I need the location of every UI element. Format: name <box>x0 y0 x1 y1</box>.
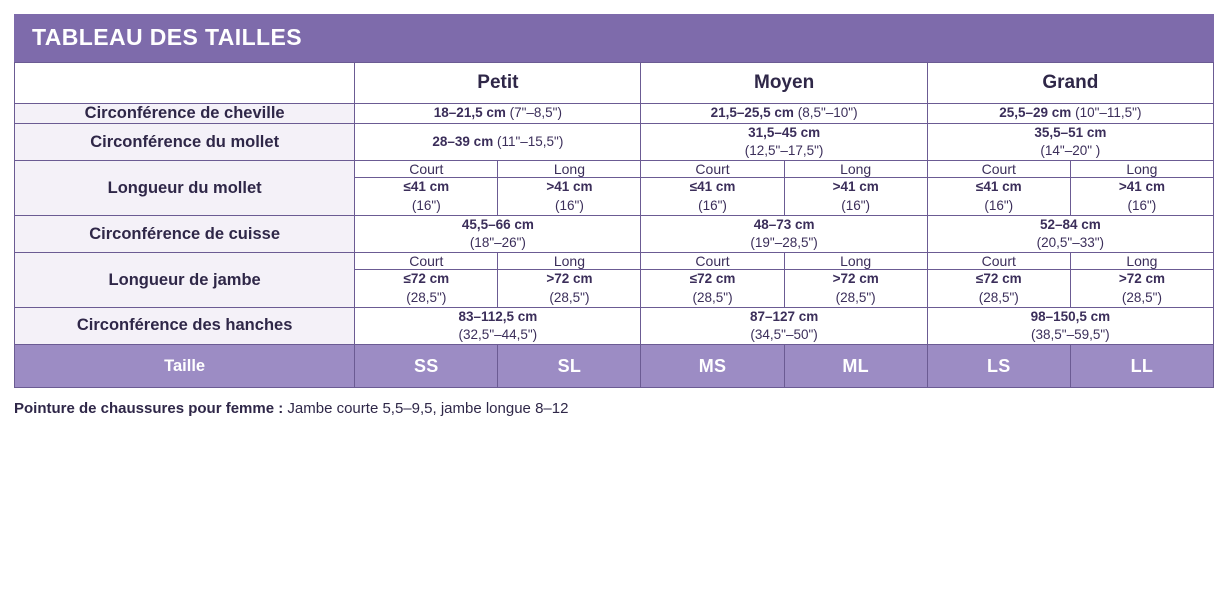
size-value-ss: SS <box>355 345 498 388</box>
cell-value-inches: (28,5") <box>835 289 876 305</box>
cell-value: 52–84 cm <box>1039 216 1101 232</box>
column-header-row <box>15 63 1214 104</box>
cell-leg-length-6 <box>1070 270 1213 307</box>
cell-value-inches: (14"–20" ) <box>1040 143 1101 159</box>
cell-value: 45,5–66 cm <box>461 216 534 232</box>
cell-value-inches: (16") <box>411 197 441 213</box>
cell-leg-length-5 <box>927 270 1070 307</box>
cell-value-inches: (16") <box>841 197 871 213</box>
size-row <box>15 345 1214 388</box>
column-header-grand: Grand <box>927 63 1213 104</box>
table-row <box>15 124 1214 161</box>
subcolumn-header-court-grand-leg: Court <box>927 253 1070 270</box>
footnote-lead: Pointure de chaussures pour femme : <box>14 400 284 418</box>
cell-value-inches: (28,5") <box>406 289 447 305</box>
cell-value: ≤72 cm <box>975 271 1022 287</box>
cell-value-inches: (16") <box>984 197 1014 213</box>
cell-value: >72 cm <box>832 271 879 287</box>
cell-value-inches: (20,5"–33") <box>1036 235 1105 251</box>
cell-leg-length-1 <box>355 270 498 307</box>
row-label-calf-circumference: Circonférence du mollet <box>15 124 355 161</box>
page-title: TABLEAU DES TAILLES <box>14 14 1214 62</box>
cell-value: >41 cm <box>832 179 879 195</box>
cell-value: 98–150,5 cm <box>1030 308 1111 324</box>
cell-value: 18–21,5 cm <box>433 105 506 121</box>
cell-value-inches: (12,5"–17,5") <box>744 143 824 159</box>
subcolumn-header-court-moyen: Court <box>641 161 784 178</box>
row-label-hip-circumference: Circonférence des hanches <box>15 307 355 344</box>
cell-value: 48–73 cm <box>753 216 815 232</box>
cell-calf-circ-grand <box>927 124 1213 161</box>
cell-thigh-petit <box>355 215 641 252</box>
subcolumn-header-long-moyen-leg: Long <box>784 253 927 270</box>
cell-ankle-grand <box>927 104 1213 124</box>
cell-value-inches: (32,5"–44,5") <box>458 326 538 342</box>
cell-value-inches: (16") <box>1127 197 1157 213</box>
size-value-ml: ML <box>784 345 927 388</box>
subcolumn-header-long-petit-leg: Long <box>498 253 641 270</box>
cell-value-inches: (16") <box>555 197 584 213</box>
cell-value: 21,5–25,5 cm <box>710 105 794 121</box>
cell-calf-length-5 <box>927 178 1070 215</box>
cell-calf-length-3 <box>641 178 784 215</box>
cell-value: ≤41 cm <box>403 179 450 195</box>
cell-value: >72 cm <box>1118 271 1165 287</box>
footnote <box>14 400 1214 417</box>
cell-hip-moyen <box>641 307 927 344</box>
cell-value: 87–127 cm <box>749 308 819 324</box>
cell-calf-length-4 <box>784 178 927 215</box>
size-value-ls: LS <box>927 345 1070 388</box>
table-row-subheader <box>15 253 1214 270</box>
cell-calf-circ-petit <box>355 124 641 161</box>
cell-value: ≤72 cm <box>403 271 450 287</box>
cell-leg-length-4 <box>784 270 927 307</box>
cell-value-inches: (28,5") <box>1121 289 1162 305</box>
header-spacer <box>15 63 355 104</box>
cell-value: ≤41 cm <box>975 179 1022 195</box>
row-label-calf-length: Longueur du mollet <box>15 161 355 215</box>
cell-value-inches: (34,5"–50") <box>750 326 818 342</box>
table-row <box>15 307 1214 344</box>
subcolumn-header-long-moyen: Long <box>784 161 927 178</box>
cell-value-inches: (8,5"–10") <box>797 105 858 121</box>
cell-value: 83–112,5 cm <box>458 308 538 324</box>
subcolumn-header-court-moyen-leg: Court <box>641 253 784 270</box>
cell-calf-length-2 <box>498 178 641 215</box>
cell-ankle-petit <box>355 104 641 124</box>
cell-thigh-moyen <box>641 215 927 252</box>
cell-calf-length-1 <box>355 178 498 215</box>
cell-leg-length-2 <box>498 270 641 307</box>
size-value-ms: MS <box>641 345 784 388</box>
cell-hip-grand <box>927 307 1213 344</box>
table-row <box>15 104 1214 124</box>
cell-value: >72 cm <box>546 271 593 287</box>
size-value-sl: SL <box>498 345 641 388</box>
cell-value-inches: (28,5") <box>692 289 733 305</box>
cell-calf-length-6 <box>1070 178 1213 215</box>
cell-calf-circ-moyen <box>641 124 927 161</box>
cell-value-inches: (7"–8,5") <box>509 105 562 121</box>
cell-value-inches: (38,5"–59,5") <box>1031 326 1110 342</box>
row-label-size: Taille <box>15 345 355 388</box>
cell-value-inches: (28,5") <box>978 289 1019 305</box>
cell-value: ≤41 cm <box>689 179 736 195</box>
footnote-rest: Jambe courte 5,5–9,5, jambe longue 8–12 <box>283 400 569 418</box>
cell-value-inches: (10"–11,5") <box>1075 105 1142 121</box>
subcolumn-header-long-grand-leg: Long <box>1070 253 1213 270</box>
cell-value: >41 cm <box>1118 179 1165 195</box>
subcolumn-header-court-petit-leg: Court <box>355 253 498 270</box>
cell-hip-petit <box>355 307 641 344</box>
column-header-petit: Petit <box>355 63 641 104</box>
cell-ankle-moyen <box>641 104 927 124</box>
subcolumn-header-court-grand: Court <box>927 161 1070 178</box>
cell-value-inches: (19"–28,5") <box>750 235 818 251</box>
cell-value: 25,5–29 cm <box>999 105 1072 121</box>
cell-thigh-grand <box>927 215 1213 252</box>
column-header-moyen: Moyen <box>641 63 927 104</box>
subcolumn-header-court-petit: Court <box>355 161 498 178</box>
subcolumn-header-long-petit: Long <box>498 161 641 178</box>
cell-value: >41 cm <box>546 179 593 195</box>
cell-value: 35,5–51 cm <box>1034 125 1107 140</box>
subcolumn-header-long-grand: Long <box>1070 161 1213 178</box>
row-label-leg-length: Longueur de jambe <box>15 253 355 307</box>
cell-value: 31,5–45 cm <box>748 125 821 140</box>
cell-value-inches: (28,5") <box>549 289 590 305</box>
cell-leg-length-3 <box>641 270 784 307</box>
row-label-ankle-circumference: Circonférence de cheville <box>15 104 355 124</box>
row-label-thigh-circumference: Circonférence de cuisse <box>15 215 355 252</box>
size-chart-table <box>14 62 1214 388</box>
table-row-subheader <box>15 161 1214 178</box>
table-row <box>15 215 1214 252</box>
cell-value: 28–39 cm <box>432 134 494 150</box>
cell-value: ≤72 cm <box>689 271 736 287</box>
cell-value-inches: (11"–15,5") <box>496 134 564 150</box>
size-value-ll: LL <box>1070 345 1213 388</box>
cell-value-inches: (16") <box>698 197 727 213</box>
cell-value-inches: (18"–26") <box>469 235 526 251</box>
